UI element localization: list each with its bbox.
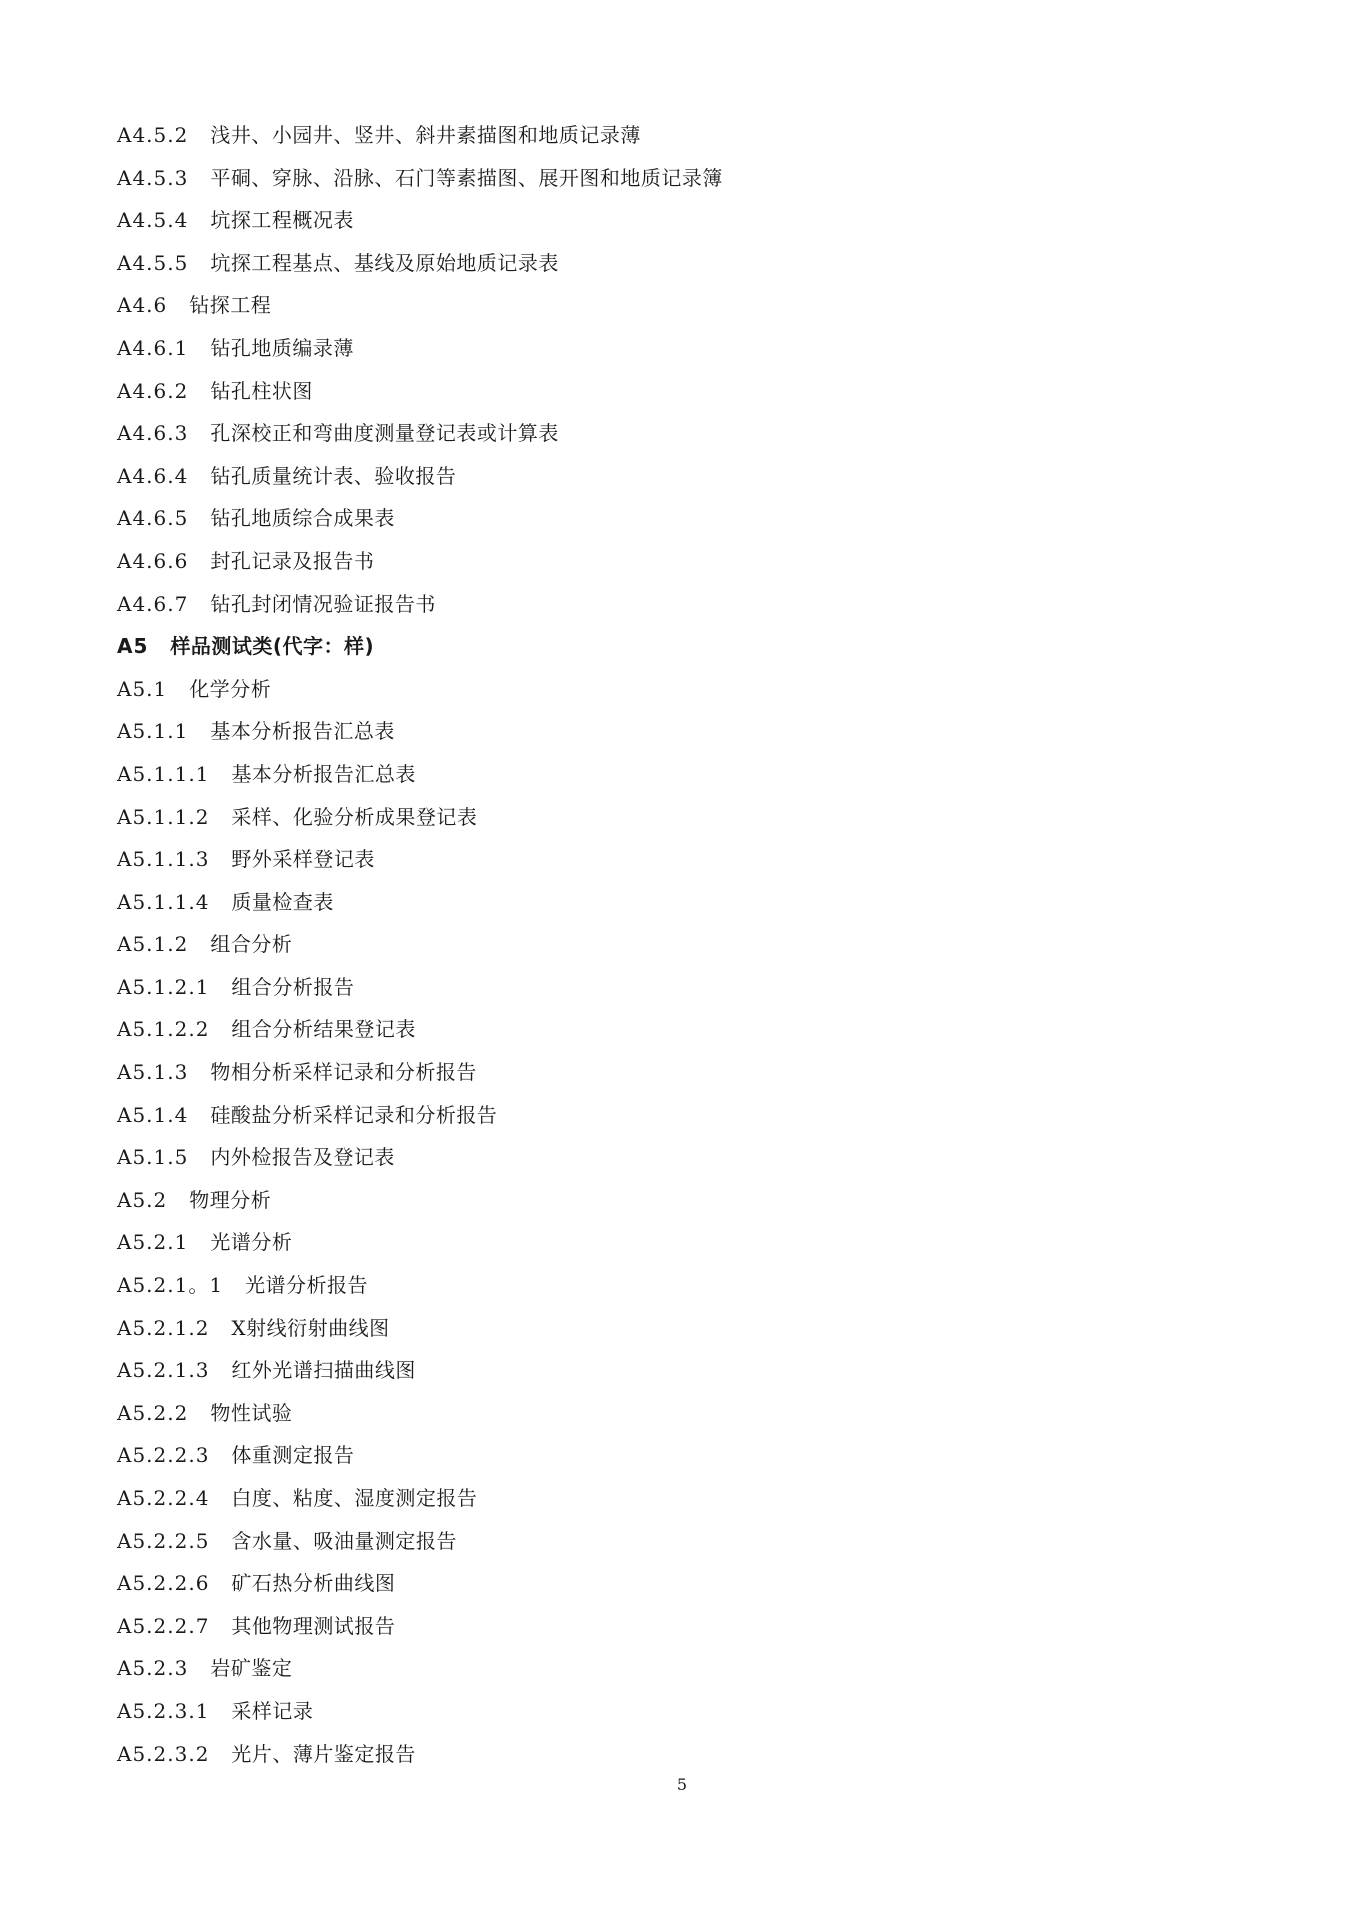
entry-title: 孔深校正和弯曲度测量登记表或计算表	[210, 421, 559, 446]
page-number: 5	[676, 1775, 688, 1794]
list-item	[117, 1733, 1257, 1776]
list-item	[117, 199, 1257, 242]
entry-title: 其他物理测试报告	[231, 1613, 396, 1638]
list-item	[117, 881, 1257, 924]
list-item	[117, 157, 1257, 200]
entry-code: A4.5.3	[117, 165, 189, 190]
entry-code: A4.6.4	[117, 463, 189, 488]
entry-code: A5.2.2.4	[117, 1486, 210, 1510]
entry-title: 样品测试类(代字：样)	[170, 634, 375, 659]
list-item	[117, 1349, 1257, 1392]
entry-title: 质量检查表	[231, 889, 334, 914]
section-heading	[117, 625, 1257, 668]
entry-code: A5.2.1	[117, 1230, 189, 1255]
entry-code: A5.1.1.4	[117, 889, 210, 914]
entry-code: A5.2	[117, 1187, 168, 1212]
entry-title: 坑探工程概况表	[210, 208, 354, 233]
list-item	[117, 1477, 1257, 1520]
list-item	[117, 1136, 1257, 1179]
entry-title: 组合分析结果登记表	[231, 1017, 416, 1042]
entry-code: A5.2.2.6	[117, 1571, 210, 1596]
entry-title: 内外检报告及登记表	[210, 1145, 395, 1170]
entry-title: 组合分析	[210, 932, 293, 957]
entry-code: A5.1.1.2	[117, 804, 210, 829]
list-item	[117, 1094, 1257, 1137]
entry-title: 封孔记录及报告书	[210, 548, 375, 573]
entry-code: A5	[117, 634, 149, 659]
list-item	[117, 1264, 1257, 1307]
entry-title: 物相分析采样记录和分析报告	[210, 1060, 477, 1085]
entry-code: A4.6.5	[117, 506, 189, 531]
list-item	[117, 966, 1257, 1009]
entry-title: 钻探工程	[189, 293, 272, 318]
entry-code: A5.1.1.1	[117, 761, 210, 786]
entry-code: A5.2.3.2	[117, 1741, 210, 1766]
entry-code: A5.1.4	[117, 1102, 189, 1127]
list-item	[117, 370, 1257, 413]
entry-list	[117, 114, 1257, 1775]
entry-title: 基本分析报告汇总表	[210, 719, 395, 744]
list-item	[117, 327, 1257, 370]
list-item	[117, 1307, 1257, 1350]
entry-code: A5.1.1	[117, 719, 189, 744]
entry-title: 钻孔柱状图	[210, 378, 313, 403]
entry-title: 矿石热分析曲线图	[231, 1571, 396, 1596]
list-item	[117, 1008, 1257, 1051]
entry-code: A5.2.1。1	[117, 1273, 224, 1298]
entry-code: A5.2.2.3	[117, 1443, 210, 1468]
entry-title: 采样、化验分析成果登记表	[231, 804, 478, 829]
entry-title: 光谱分析报告	[245, 1273, 369, 1298]
entry-code: A4.6.2	[117, 378, 189, 403]
list-item	[117, 1434, 1257, 1477]
list-item	[117, 668, 1257, 711]
entry-code: A5.2.3.1	[117, 1698, 210, 1723]
list-item	[117, 455, 1257, 498]
entry-code: A5.2.2.5	[117, 1528, 210, 1553]
entry-title: 钻孔地质综合成果表	[210, 506, 395, 531]
entry-title: 物理分析	[189, 1187, 272, 1212]
entry-title: 浅井、小园井、竖井、斜井素描图和地质记录薄	[210, 123, 641, 147]
entry-title: 化学分析	[189, 676, 272, 701]
entry-title: 坑探工程基点、基线及原始地质记录表	[210, 250, 559, 275]
entry-code: A5.2.1.2	[117, 1315, 210, 1340]
entry-title: 光谱分析	[210, 1230, 293, 1255]
entry-code: A5.1.1.3	[117, 847, 210, 872]
entry-title: 钻孔质量统计表、验收报告	[210, 463, 457, 488]
entry-title: 钻孔封闭情况验证报告书	[210, 591, 436, 616]
entry-code: A5.2.1.3	[117, 1358, 210, 1383]
entry-title: 硅酸盐分析采样记录和分析报告	[210, 1102, 498, 1127]
entry-title: 物性试验	[210, 1400, 293, 1425]
entry-title: 平硐、穿脉、沿脉、石门等素描图、展开图和地质记录簿	[210, 165, 723, 190]
entry-code: A4.6.3	[117, 421, 189, 446]
entry-code: A5.1.2.1	[117, 974, 210, 999]
entry-title: 光片、薄片鉴定报告	[231, 1741, 416, 1766]
list-item	[117, 284, 1257, 327]
entry-title: 采样记录	[231, 1698, 314, 1723]
entry-code: A4.6.6	[117, 548, 189, 573]
entry-title: 野外采样登记表	[231, 847, 375, 872]
entry-code: A5.2.2	[117, 1400, 189, 1425]
list-item	[117, 242, 1257, 285]
entry-code: A4.6.1	[117, 335, 189, 360]
list-item	[117, 114, 1257, 157]
entry-code: A5.2.2.7	[117, 1613, 210, 1638]
list-item	[117, 1647, 1257, 1690]
list-item	[117, 1221, 1257, 1264]
list-item	[117, 1562, 1257, 1605]
entry-code: A5.1.3	[117, 1060, 189, 1085]
entry-title: 组合分析报告	[231, 974, 355, 999]
entry-code: A4.6.7	[117, 591, 189, 616]
entry-title: X射线衍射曲线图	[231, 1315, 390, 1340]
list-item	[117, 1392, 1257, 1435]
entry-code: A5.1	[117, 676, 168, 701]
entry-title: 含水量、吸油量测定报告	[231, 1528, 457, 1553]
list-item	[117, 1690, 1257, 1733]
entry-code: A4.5.2	[117, 123, 189, 147]
list-item	[117, 1605, 1257, 1648]
entry-title: 基本分析报告汇总表	[231, 761, 416, 786]
entry-title: 体重测定报告	[231, 1443, 355, 1468]
list-item	[117, 1051, 1257, 1094]
entry-code: A4.6	[117, 293, 168, 318]
entry-code: A4.5.4	[117, 208, 189, 233]
list-item	[117, 583, 1257, 626]
list-item	[117, 540, 1257, 583]
entry-code: A5.1.2	[117, 932, 189, 957]
entry-title: 岩矿鉴定	[210, 1656, 293, 1681]
entry-code: A4.5.5	[117, 250, 189, 275]
entry-title: 红外光谱扫描曲线图	[231, 1358, 416, 1383]
list-item	[117, 838, 1257, 881]
entry-code: A5.1.2.2	[117, 1017, 210, 1042]
entry-code: A5.2.3	[117, 1656, 189, 1681]
list-item	[117, 796, 1257, 839]
list-item	[117, 710, 1257, 753]
list-item	[117, 412, 1257, 455]
list-item	[117, 497, 1257, 540]
list-item	[117, 753, 1257, 796]
list-item	[117, 1520, 1257, 1563]
list-item	[117, 1179, 1257, 1222]
list-item	[117, 923, 1257, 966]
entry-code: A5.1.5	[117, 1145, 189, 1170]
entry-title: 白度、粘度、湿度测定报告	[231, 1486, 478, 1510]
entry-title: 钻孔地质编录薄	[210, 335, 354, 360]
